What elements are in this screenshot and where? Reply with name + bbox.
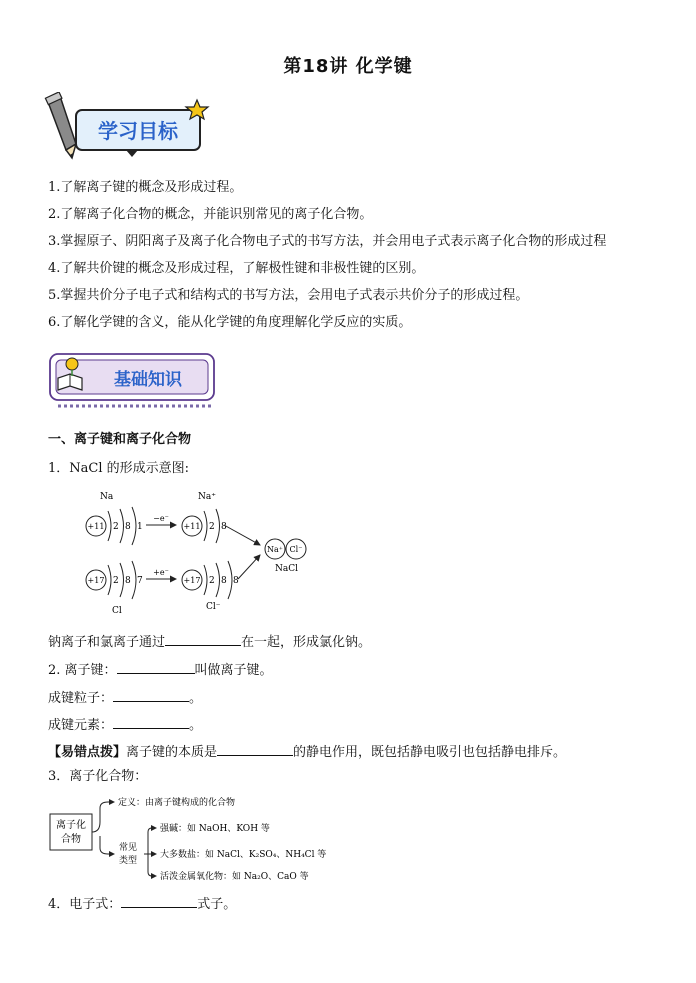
na-ion-nucleus: +11 (183, 522, 201, 531)
na-label: Na (100, 492, 114, 502)
question-2: 2. 离子键： 叫做离子键。 (48, 660, 273, 679)
bond-elements: 成键元素： 。 (48, 715, 202, 734)
section-heading: 一、离子键和离子化合物 (48, 432, 192, 447)
cl-ion-shell: 8 (221, 576, 227, 586)
type-metal-oxides: 活泼金属氧化物：如 Na₂O、CaO 等 (160, 872, 309, 882)
na-ion-label: Na⁺ (198, 492, 216, 502)
na-ion-shell: 8 (221, 522, 227, 532)
page-title: 第18讲 化学键 (283, 56, 413, 77)
na-nucleus: +11 (87, 522, 105, 531)
objective-item: 3.掌握原子、阴阳离子及离子化合物电子式的书写方法，并会用电子式表示离子化合物的形成过程 (48, 234, 607, 249)
cl-ion-shell: 2 (209, 576, 215, 586)
cl-label: Cl (112, 606, 122, 616)
ionic-compound-diagram (46, 792, 356, 884)
type-salts: 大多数盐：如 NaCl、K₂SO₄、NH₄Cl 等 (160, 850, 327, 860)
answer-blank[interactable] (113, 688, 189, 702)
question-1: 1．NaCl 的形成示意图: (48, 461, 190, 476)
error-tip-tag: 【易错点拨】 (48, 745, 127, 760)
objective-item: 5.掌握共价分子电子式和结构式的书写方法，会用电子式表示共价分子的形成过程。 (48, 288, 529, 303)
lose-electron-label: −e⁻ (153, 514, 169, 523)
question-4: 4．电子式： 式子。 (48, 894, 236, 913)
root-label: 合物 (61, 834, 81, 845)
sentence-bonding: 钠离子和氯离子通过 在一起，形成氯化钠。 (48, 632, 371, 651)
question-3: 3．离子化合物： (48, 769, 148, 784)
gain-electron-label: +e⁻ (153, 568, 169, 577)
na-shell: 8 (125, 522, 131, 532)
product-label: NaCl (275, 564, 299, 574)
product-na-ion: Na⁺ (267, 545, 283, 554)
cl-ion-shell: 8 (233, 576, 239, 586)
bond-particles: 成键粒子： 。 (48, 688, 202, 707)
definition-text: 定义：由离子键构成的化合物 (118, 798, 236, 808)
basics-banner-label: 基础知识 (114, 370, 182, 390)
root-label: 离子化 (56, 820, 86, 831)
cl-shell: 2 (113, 576, 119, 586)
answer-blank[interactable] (165, 632, 241, 646)
types-label: 类型 (118, 856, 138, 866)
answer-blank[interactable] (217, 742, 293, 756)
objective-item: 1.了解离子键的概念及形成过程。 (48, 180, 243, 195)
error-tip: 【易错点拨】离子键的本质是 的静电作用，既包括静电吸引也包括静电排斥。 (48, 742, 566, 761)
cl-shell: 8 (125, 576, 131, 586)
pencil-icon (45, 92, 76, 158)
answer-blank[interactable] (113, 715, 189, 729)
objectives-banner-label: 学习目标 (98, 119, 178, 143)
objective-item: 4.了解共价键的概念及形成过程，了解极性键和非极性键的区别。 (48, 261, 425, 276)
cl-ion-label: Cl⁻ (206, 602, 221, 612)
answer-blank[interactable] (121, 894, 197, 908)
objective-item: 2.了解离子化合物的概念，并能识别常见的离子化合物。 (48, 207, 373, 222)
cl-shell: 7 (137, 576, 143, 586)
basics-banner (46, 350, 221, 412)
nacl-formation-diagram (78, 485, 318, 620)
cl-ion-nucleus: +17 (183, 576, 201, 585)
na-shell: 2 (113, 522, 119, 532)
na-ion-shell: 2 (209, 522, 215, 532)
na-shell: 1 (137, 522, 143, 532)
objective-item: 6.了解化学键的含义，能从化学键的角度理解化学反应的实质。 (48, 315, 412, 330)
objectives-banner (40, 92, 215, 167)
product-cl-ion: Cl⁻ (289, 545, 303, 554)
types-label: 常见 (118, 843, 138, 853)
cl-nucleus: +17 (87, 576, 105, 585)
answer-blank[interactable] (117, 660, 195, 674)
type-strong-base: 强碱：如 NaOH、KOH 等 (160, 824, 270, 834)
